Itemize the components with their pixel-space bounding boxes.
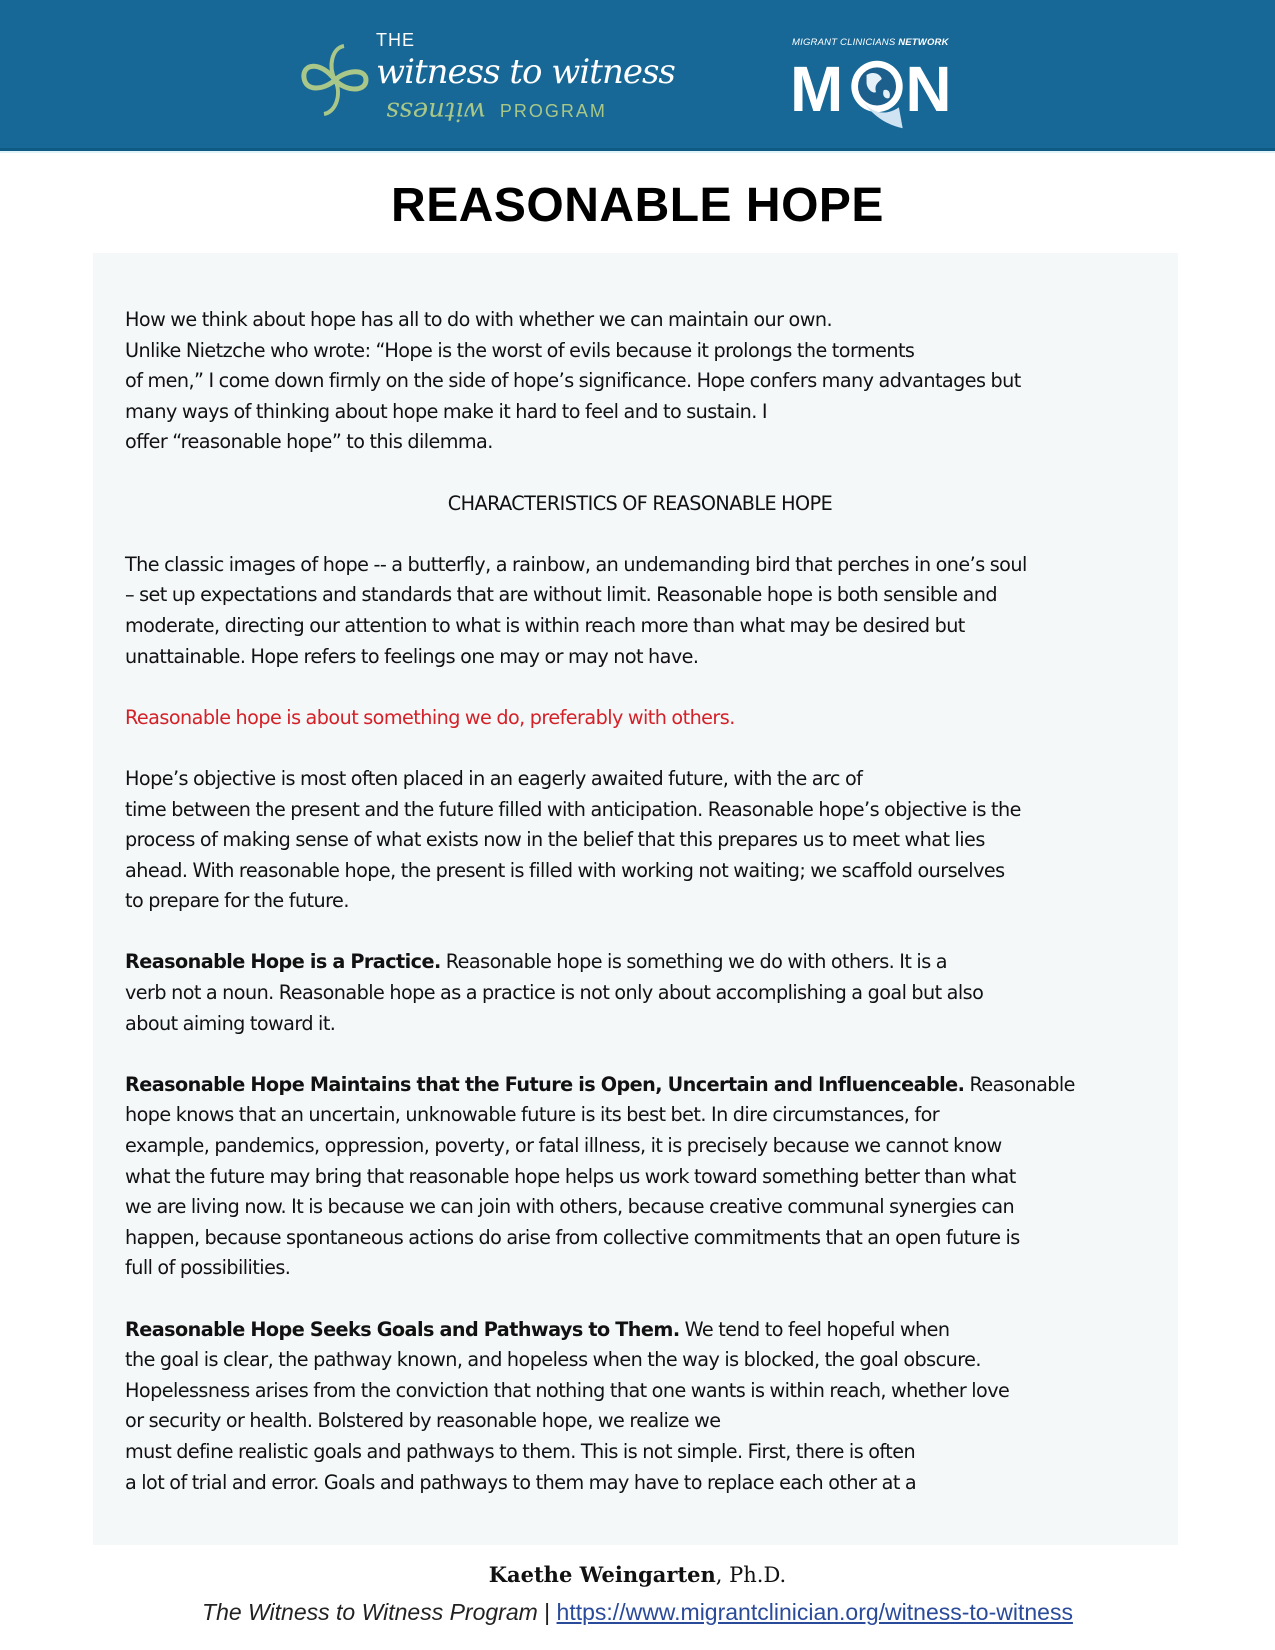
- footer-program-line: [0, 1596, 1275, 1628]
- text-line: the goal is clear, the pathway known, and hopeless when the way is blocked, the goal obscure.: [125, 1348, 981, 1372]
- author-credential: , Ph.D.: [715, 1563, 787, 1587]
- text-line: full of possibilities.: [125, 1256, 291, 1280]
- practice-heading: Reasonable Hope is a Practice.: [125, 950, 441, 974]
- footer-author: [0, 1560, 1275, 1590]
- logo-bottom-row: [386, 96, 607, 126]
- text-line: – set up expectations and standards that are without limit. Reasonable hope is both sensible and: [125, 583, 997, 607]
- text-line: happen, because spontaneous actions do arise from collective commitments that an open future is: [125, 1225, 1020, 1249]
- text-line: [125, 947, 1155, 978]
- section-heading: CHARACTERISTICS OF REASONABLE HOPE: [447, 491, 833, 515]
- text-line: How we think about hope has all to do with whether we can maintain our own.: [125, 308, 833, 331]
- text-line: process of making sense of what exists now in the belief that this prepares us to meet what lies: [125, 828, 985, 852]
- page-title: REASONABLE HOPE: [391, 179, 884, 232]
- text-line: of men,” I come down firmly on the side of hope’s significance. Hope confers many advantages but: [125, 369, 1021, 393]
- migrant-clinicians-network-logo[interactable]: [790, 36, 980, 136]
- program-name: The Witness to Witness Program: [202, 1599, 538, 1625]
- goals-first-line: We tend to feel hopeful when: [679, 1317, 950, 1341]
- globe-ribbon-icon: [844, 56, 910, 134]
- text-line: example, pandemics, oppression, poverty, or fatal illness, it is precisely because we cannot know: [125, 1134, 1002, 1158]
- open-future-paragraph: [125, 1070, 1155, 1284]
- intro-paragraph: [125, 305, 1155, 458]
- text-line: must define realistic goals and pathways to them. This is not simple. First, there is often: [125, 1439, 916, 1463]
- goals-paragraph: [125, 1315, 1155, 1499]
- article-body: [125, 305, 1155, 1498]
- mcn-tagline: [792, 36, 949, 50]
- text-line: unattainable. Hope refers to feelings one may or may not have.: [125, 644, 699, 668]
- objective-paragraph: [125, 764, 1155, 917]
- text-line: or security or health. Bolstered by reasonable hope, we realize we: [125, 1409, 721, 1433]
- text-line: Unlike Nietzche who wrote: “Hope is the worst of evils because it prolongs the torments: [125, 338, 915, 362]
- practice-first-line: Reasonable hope is something we do with others. It is a: [440, 950, 947, 974]
- text-line: time between the present and the future filled with anticipation. Reasonable hope’s objective is the: [125, 797, 1021, 821]
- text-line: Hope’s objective is most often placed in an eagerly awaited future, with the arc of: [125, 766, 863, 790]
- highlighted-statement: Reasonable hope is about something we do, preferably with others.: [125, 705, 735, 729]
- mcn-tagline-regular: MIGRANT CLINICIANS: [792, 37, 899, 48]
- text-line: offer “reasonable hope” to this dilemma.: [125, 430, 493, 454]
- footer-separator: |: [537, 1599, 557, 1625]
- goals-heading: Reasonable Hope Seeks Goals and Pathways to Them.: [125, 1317, 680, 1341]
- logo-program-text: PROGRAM: [499, 101, 607, 121]
- text-line: ahead. With reasonable hope, the present is filled with working not waiting; we scaffold ourselves: [125, 858, 1005, 882]
- text-line: a lot of trial and error. Goals and pathways to them may have to replace each other at a: [125, 1470, 917, 1494]
- text-line: [125, 1315, 1155, 1346]
- mcn-tagline-bold: NETWORK: [898, 37, 949, 48]
- text-line: moderate, directing our attention to what is within reach more than what may be desired but: [125, 613, 965, 637]
- header-divider: [0, 151, 1275, 153]
- logo-main-text: witness to witness: [376, 52, 675, 92]
- mcn-letter-m: M: [790, 53, 842, 125]
- text-line: The classic images of hope -- a butterfly, a rainbow, an undemanding bird that perches in one’s soul: [125, 552, 1027, 576]
- header-banner: [0, 0, 1275, 151]
- text-line: to prepare for the future.: [125, 889, 349, 913]
- infinity-loop-icon: [300, 42, 370, 118]
- text-line: we are living now. It is because we can join with others, because creative communal synergies can: [125, 1195, 1015, 1219]
- text-line: many ways of thinking about hope make it hard to feel and to sustain. I: [125, 399, 767, 423]
- text-line: what the future may bring that reasonable hope helps us work toward something better than what: [125, 1164, 1016, 1188]
- text-line: verb not a noun. Reasonable hope as a practice is not only about accomplishing a goal but also: [125, 981, 984, 1005]
- witness-to-witness-logo[interactable]: [300, 30, 740, 130]
- logo-the-text: THE: [376, 30, 415, 50]
- program-website-link[interactable]: https://www.migrantclinician.org/witness-to-witness: [556, 1599, 1073, 1625]
- text-line: Hopelessness arises from the conviction that nothing that one wants is within reach, whether love: [125, 1378, 1010, 1402]
- classic-images-paragraph: [125, 550, 1155, 672]
- text-line: about aiming toward it.: [125, 1011, 336, 1035]
- text-line: [125, 1070, 1155, 1101]
- text-line: hope knows that an uncertain, unknowable future is its best bet. In dire circumstances, for: [125, 1103, 940, 1127]
- author-name: Kaethe Weingarten: [488, 1562, 716, 1587]
- open-future-heading: Reasonable Hope Maintains that the Future is Open, Uncertain and Influenceable.: [125, 1072, 965, 1096]
- logo-mirror-text: witness: [386, 96, 486, 126]
- mcn-letter-n: N: [905, 53, 950, 125]
- open-future-first-line: Reasonable: [964, 1072, 1075, 1096]
- practice-paragraph: [125, 947, 1155, 1039]
